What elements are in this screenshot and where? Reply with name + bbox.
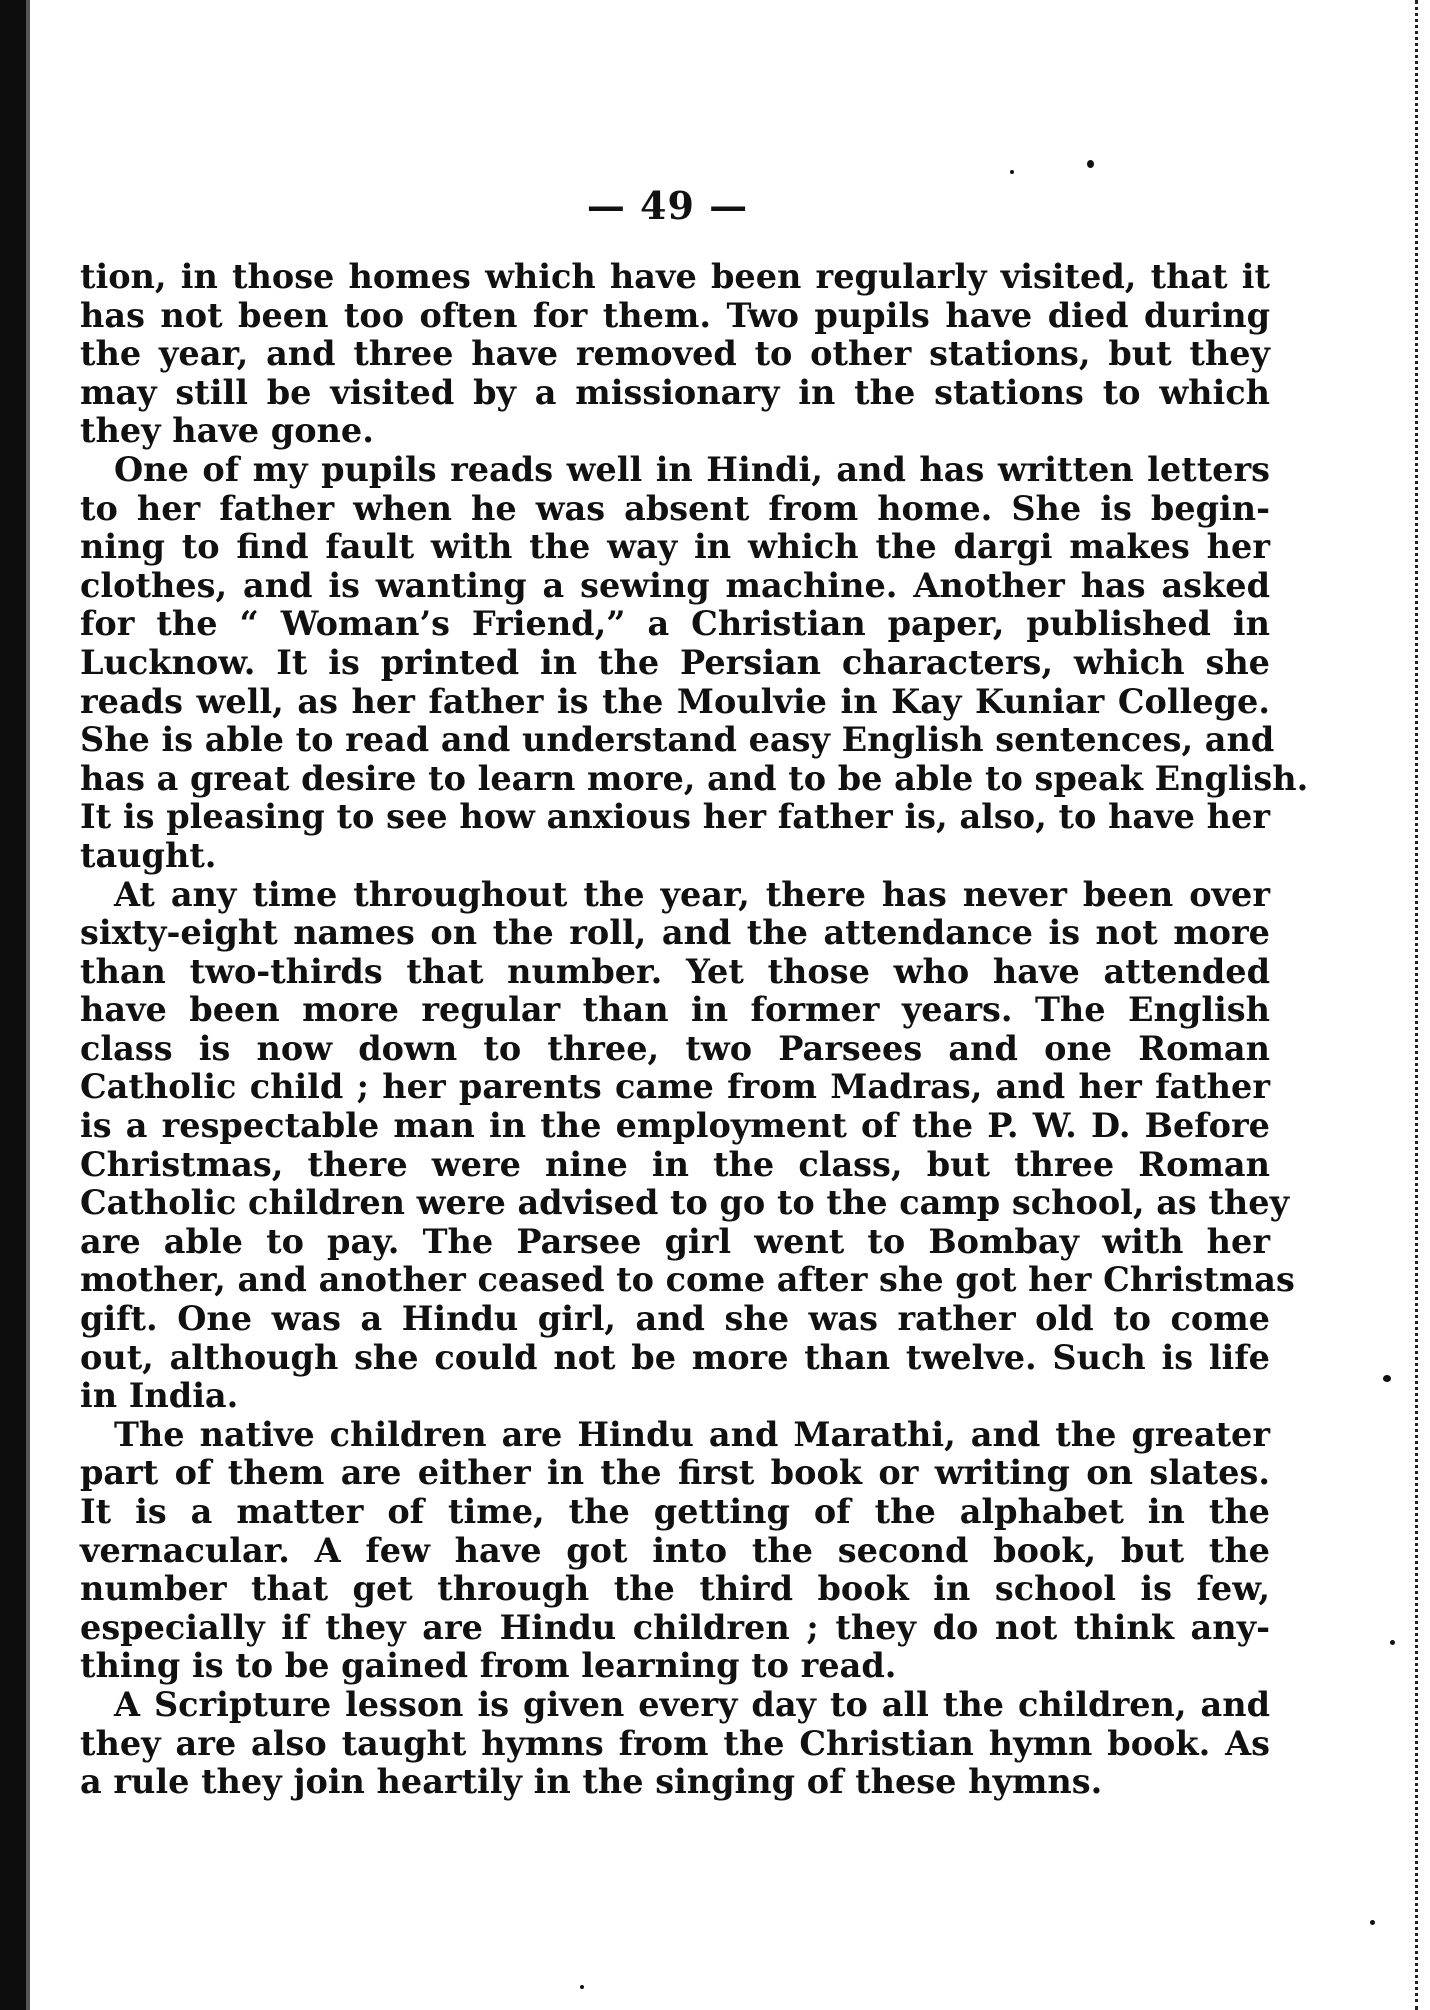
- text-line: The native children are Hindu and Marathi, and the greater: [114, 1414, 1270, 1454]
- text-line: Catholic children were advised to go to the camp school, as they: [80, 1183, 1290, 1223]
- paragraph: [80, 449, 1309, 876]
- text-line: class is now down to three, two Parsees and one Roman: [80, 1028, 1270, 1068]
- text-line: Catholic child ; her parents came from Madras, and her father: [80, 1067, 1270, 1107]
- page-number: — 49 —: [586, 183, 749, 228]
- text-line: clothes, and is wanting a sewing machine. Another has asked: [80, 565, 1270, 605]
- text-line: in India.: [80, 1376, 239, 1416]
- page-left-shadow-fade: [26, 0, 30, 2010]
- text-line: the year, and three have removed to other stations, but they: [80, 334, 1270, 374]
- text-line: gift. One was a Hindu girl, and she was rather old to come: [80, 1299, 1270, 1339]
- ink-speck: [1087, 160, 1094, 168]
- text-line: has not been too often for them. Two pupils have died during: [80, 295, 1270, 335]
- text-line: mother, and another ceased to come after she got her Christmas: [80, 1260, 1295, 1300]
- text-line: have been more regular than in former years. The English: [80, 990, 1270, 1030]
- page-right-edge: [1412, 0, 1418, 2010]
- text-line: they are also taught hymns from the Christian hymn book. As: [80, 1723, 1270, 1763]
- text-line: taught.: [80, 835, 217, 875]
- text-line: for the “ Woman’s Friend,” a Christian paper, published in: [80, 604, 1270, 644]
- text-line: may still be visited by a missionary in the stations to which: [80, 372, 1270, 412]
- text-line: has a great desire to learn more, and to be able to speak English.: [80, 758, 1309, 798]
- text-line: It is pleasing to see how anxious her father is, also, to have her: [80, 797, 1270, 837]
- text-line: to her father when he was absent from home. She is begin-: [80, 488, 1270, 528]
- text-line: is a respectable man in the employment of the P. W. D. Before: [80, 1106, 1270, 1146]
- ink-speck: [1390, 1640, 1395, 1645]
- text-line: vernacular. A few have got into the second book, but the: [80, 1530, 1270, 1570]
- ink-speck: [1370, 1920, 1375, 1925]
- text-line: tion, in those homes which have been regularly visited, that it: [80, 257, 1270, 296]
- text-line: Lucknow. It is printed in the Persian characters, which she: [80, 642, 1270, 682]
- ink-speck: [1383, 1375, 1391, 1382]
- text-line: part of them are either in the first book or writing on slates.: [80, 1453, 1270, 1493]
- text-line: a rule they join heartily in the singing of these hymns.: [80, 1762, 1103, 1802]
- paragraph: [80, 874, 1295, 1416]
- text-line: A Scripture lesson is given every day to all the children, and: [114, 1684, 1270, 1724]
- page-body: [80, 257, 1309, 1802]
- ink-speck: [1010, 170, 1014, 174]
- paragraph: [80, 1416, 1270, 1686]
- text-line: At any time throughout the year, there has never been over: [114, 874, 1270, 914]
- text-line: out, although she could not be more than twelve. Such is life: [80, 1337, 1270, 1377]
- text-line: sixty-eight names on the roll, and the attendance is not more: [80, 913, 1270, 953]
- text-line: reads well, as her father is the Moulvie in Kay Kuniar College.: [80, 681, 1270, 721]
- text-line: One of my pupils reads well in Hindi, and has written letters: [114, 449, 1270, 489]
- text-line: are able to pay. The Parsee girl went to Bombay with her: [80, 1221, 1270, 1261]
- text-line: It is a matter of time, the getting of the alphabet in the: [80, 1492, 1270, 1531]
- paragraph: [80, 1686, 1270, 1802]
- text-line: thing is to be gained from learning to read.: [80, 1646, 897, 1686]
- text-line: Christmas, there were nine in the class, but three Roman: [80, 1144, 1270, 1184]
- text-line: number that get through the third book in school is few,: [80, 1569, 1270, 1609]
- text-line: She is able to read and understand easy English sentences, and: [80, 720, 1275, 760]
- text-line: ning to find fault with the way in which the dargi makes her: [80, 527, 1270, 567]
- text-line: especially if they are Hindu children ; they do not think any-: [80, 1607, 1270, 1647]
- text-line: they have gone.: [80, 411, 374, 451]
- paragraph: [80, 258, 1270, 451]
- ink-speck: [580, 1985, 584, 1989]
- text-line: than two-thirds that number. Yet those who have attended: [80, 951, 1270, 991]
- page-left-shadow: [0, 0, 26, 2010]
